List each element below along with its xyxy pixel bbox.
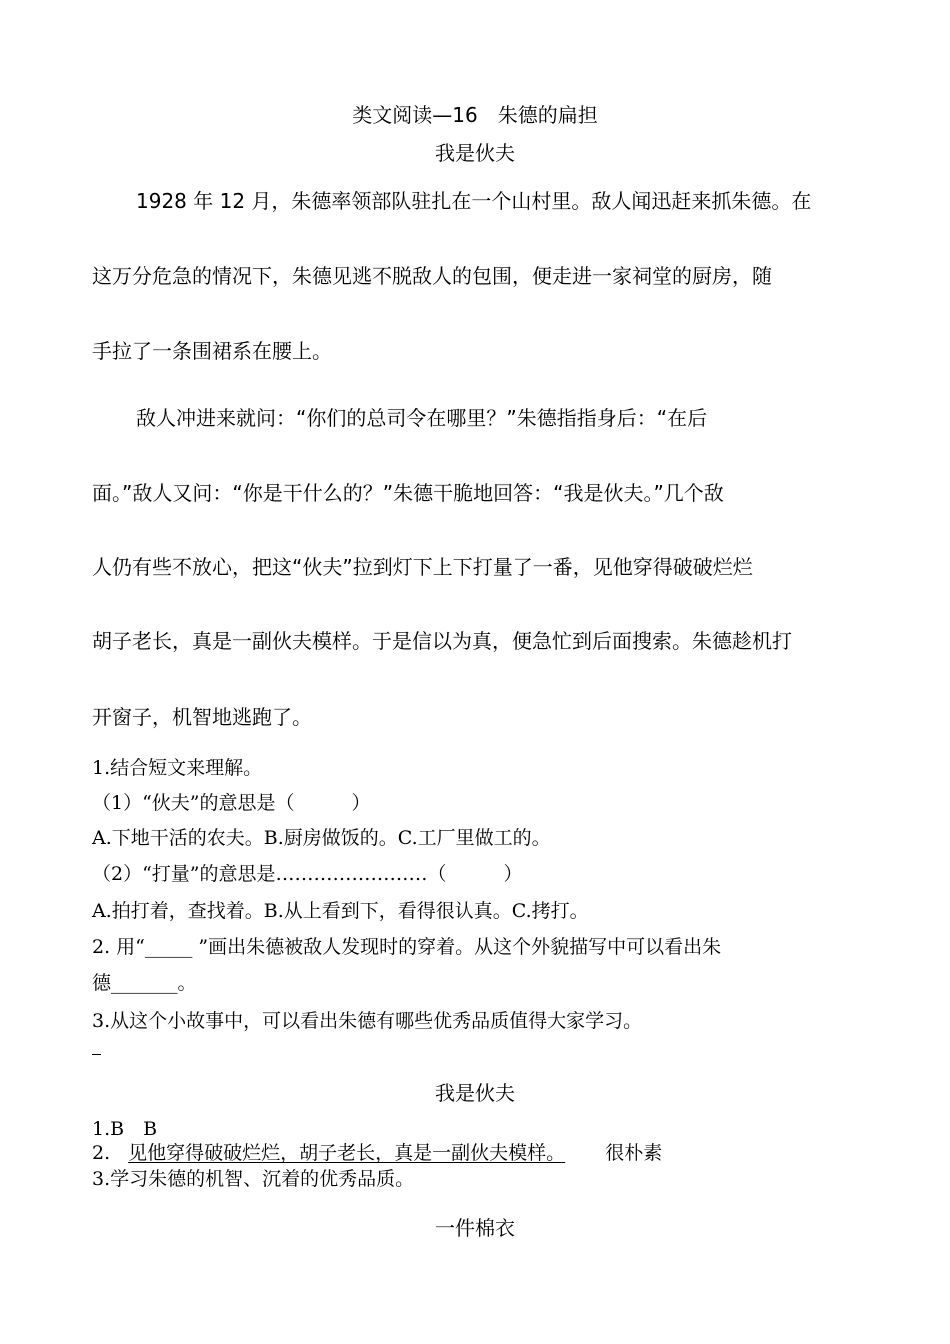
answers-title: 我是伙夫 [435, 1081, 515, 1105]
answer-2-prefix: 2. [92, 1142, 117, 1164]
next-story-title: 一件棉衣 [435, 1216, 515, 1240]
answer-line [92, 1054, 101, 1055]
question-1-2: （2）“打量”的意思是……………………（ ） [92, 863, 523, 885]
answer-1: 1.B B [92, 1118, 158, 1140]
story-title: 我是伙夫 [435, 141, 515, 165]
question-1-2-options: A.拍打着，查找着。B.从上看到下，看得很认真。C.拷打。 [92, 900, 589, 922]
question-3: 3.从这个小故事中，可以看出朱德有哪些优秀品质值得大家学习。 [92, 1010, 643, 1032]
question-1: 1.结合短文来理解。 [92, 757, 263, 779]
passage-line: 手拉了一条围裙系在腰上。 [92, 339, 332, 363]
passage-line: 这万分危急的情况下，朱德见逃不脱敌人的包围，便走进一家祠堂的厨房，随 [92, 264, 772, 288]
answer-3: 3.学习朱德的机智、沉着的优秀品质。 [92, 1168, 415, 1190]
passage-line: 面。”敌人又问：“你是干什么的？”朱德干脆地回答：“我是伙夫。”几个敌 [92, 481, 724, 505]
answer-2-suffix: 很朴素 [605, 1142, 663, 1164]
passage-line: 1928 年 12 月，朱德率领部队驻扎在一个山村里。敌人闻迅赶来抓朱德。在 [136, 189, 812, 213]
passage-line: 敌人冲进来就问：“你们的总司令在哪里？”朱德指指身后：“在后 [136, 406, 708, 430]
answer-2 [92, 1138, 872, 1165]
passage-line: 人仍有些不放心，把这“伙夫”拉到灯下上下打量了一番，见他穿得破破烂烂 [92, 555, 753, 579]
passage-line: 开窗子，机智地逃跑了。 [92, 705, 312, 729]
question-2-continued: 德_______。 [92, 972, 197, 994]
document-title: 类文阅读—16 朱德的扁担 [352, 103, 598, 127]
passage-line: 胡子老长，真是一副伙夫模样。于是信以为真，便急忙到后面搜索。朱德趁机打 [92, 629, 792, 653]
question-1-1: （1）“伙夫”的意思是（ ） [92, 792, 371, 814]
answer-2-underlined: 见他穿得破破烂烂，胡子老长，真是一副伙夫模样。 [128, 1142, 566, 1164]
question-1-1-options: A.下地干活的农夫。B.厨房做饭的。C.工厂里做工的。 [92, 827, 551, 849]
question-2: 2. 用“_____ ”画出朱德被敌人发现时的穿着。从这个外貌描写中可以看出朱 [92, 936, 722, 958]
